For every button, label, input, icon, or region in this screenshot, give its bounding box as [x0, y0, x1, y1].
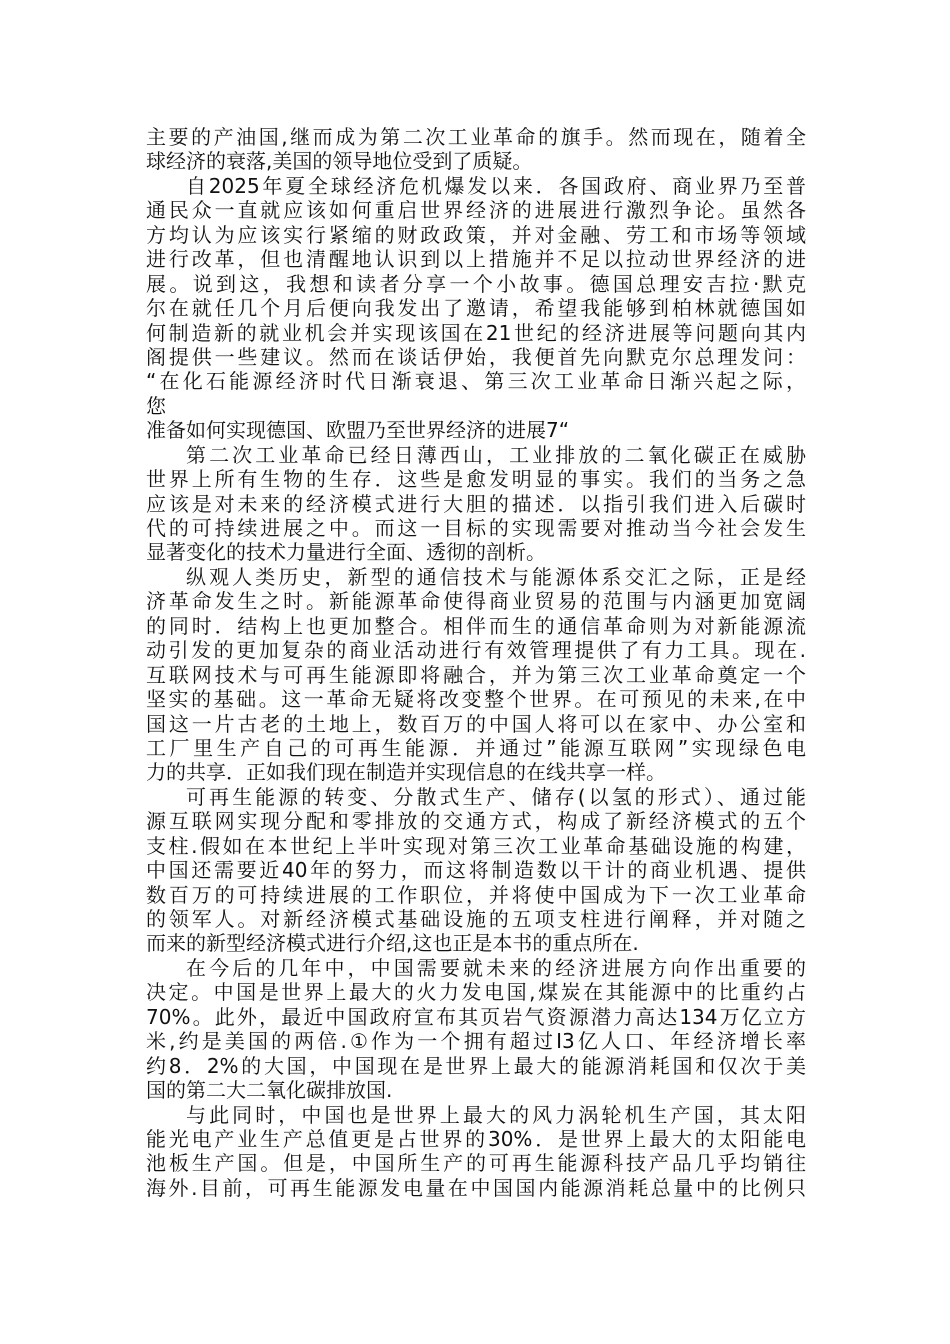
text-line: 代的可持续进展之中。而这一目标的实现需要对推动当今社会发生 [146, 516, 806, 540]
text-line: 的领军人。对新经济模式基础设施的五项支柱进行阐释，并对随之 [146, 907, 806, 931]
text-line: 池板生产国。但是，中国所生产的可再生能源科技产品几乎均销往 [146, 1151, 806, 1176]
text-line: 您 [146, 393, 166, 418]
text-line: 源互联网实现分配和零排放的交通方式，构成了新经济模式的五个 [146, 809, 806, 834]
text-line: 动引发的更加复杂的商业活动进行有效管理提供了有力工具。现在. [146, 638, 806, 663]
text-line: 展。说到这，我想和读者分享一个小故事。德国总理安吉拉·默克 [146, 271, 806, 296]
paragraph-first-line: 在今后的几年中，中国需要就未来的经济进展方向作出重要的 [186, 955, 806, 980]
text-line: 何制造新的就业机会并实现该国在21世纪的经济进展等问题向其内 [146, 320, 806, 345]
text-line: 世界上所有生物的生存．这些是愈发明显的事实。我们的当务之急 [146, 467, 806, 492]
text-line: 中国还需要近40年的努力，而这将制造数以干计的商业机遇、提供 [146, 858, 806, 883]
text-line: 阁提供一些建议。然而在谈话伊始，我便首先向默克尔总理发问： [146, 344, 806, 369]
text-line: 球经济的衰落,美国的领导地位受到了质疑。 [146, 149, 533, 174]
text-line: 力的共享．正如我们现在制造并实现信息的在线共享一样。 [146, 760, 666, 785]
text-line: 决定。中国是世界上最大的火力发电国,煤炭在其能源中的比重约占 [146, 980, 806, 1005]
text-line: 而来的新型经济模式进行介绍,这也正是本书的重点所在. [146, 931, 639, 956]
text-line: 国的第二大二氧化碳排放国. [146, 1078, 393, 1103]
text-line: 能光电产业生产总值更是占世界的30%．是世界上最大的太阳能电 [146, 1126, 806, 1151]
paragraph-first-line: 可再生能源的转变、分散式生产、储存(以氢的形式）、通过能 [186, 784, 806, 809]
paragraph-first-line: 自2025年夏全球经济危机爆发以来．各国政府、商业界乃至普 [186, 173, 806, 198]
text-line: 主要的产油国,继而成为第二次工业革命的旗手。然而现在，随着全 [146, 125, 806, 149]
paragraph-first-line: 纵观人类历史，新型的通信技术与能源体系交汇之际，正是经 [186, 564, 806, 589]
text-line: 显著变化的技术力量进行全面、透彻的剖析。 [146, 540, 546, 565]
text-line: 米,约是美国的两倍.①作为一个拥有超过I3亿人口、年经济增长率 [146, 1029, 806, 1054]
text-line: 的同时．结构上也更加整合。相伴而生的通信革命则为对新能源流 [146, 613, 806, 638]
text-line: 海外.目前，可再生能源发电量在中国国内能源消耗总量中的比例只 [146, 1175, 806, 1200]
text-line: 应该是对未来的经济模式进行大胆的描述．以指引我们进入后碳时 [146, 491, 806, 516]
paragraph-first-line: 第二次工业革命已经日薄西山，工业排放的二氧化碳正在威胁 [186, 442, 806, 467]
text-line: 通民众一直就应该如何重启世界经济的进展进行激烈争论。虽然各 [146, 198, 806, 223]
text-line: 70%。此外，最近中国政府宣布其页岩气资源潜力高达134万亿立方 [146, 1004, 806, 1029]
body-text [146, 125, 806, 1200]
text-line: 准备如何实现德国、欧盟乃至世界经济的进展7“ [146, 418, 570, 443]
text-line: 数百万的可持续进展的工作职位，并将使中国成为下一次工业革命 [146, 882, 806, 907]
text-line: “在化石能源经济时代日渐衰退、第三次工业革命日渐兴起之际， [146, 369, 806, 394]
text-line: 济革命发生之时。新能源革命使得商业贸易的范围与内涵更加宽阔 [146, 589, 806, 614]
text-line: 约8．2%的大国，中国现在是世界上最大的能源消耗国和仅次于美 [146, 1053, 806, 1078]
paragraph-first-line: 与此同时，中国也是世界上最大的风力涡轮机生产国，其太阳 [186, 1102, 806, 1127]
text-line: 进行改革，但也清醒地认识到以上措施并不足以拉动世界经济的进 [146, 247, 806, 272]
text-line: 尔在就任几个月后便向我发出了邀请，希望我能够到柏林就德国如 [146, 296, 806, 321]
text-line: 国这一片古老的土地上，数百万的中国人将可以在家中、办公室和 [146, 711, 806, 736]
text-line: 工厂里生产自己的可再生能源．并通过”能源互联网”实现绿色电 [146, 735, 806, 760]
text-line: 方均认为应该实行紧缩的财政政策，并对金融、劳工和市场等领域 [146, 222, 806, 247]
text-line: 互联网技术与可再生能源即将融合，并为第三次工业革命奠定一个 [146, 662, 806, 687]
text-line: 坚实的基础。这一革命无疑将改变整个世界。在可预见的未来,在中 [146, 687, 806, 712]
text-line: 支柱.假如在本世纪上半叶实现对第三次工业革命基础设施的构建， [146, 833, 806, 858]
